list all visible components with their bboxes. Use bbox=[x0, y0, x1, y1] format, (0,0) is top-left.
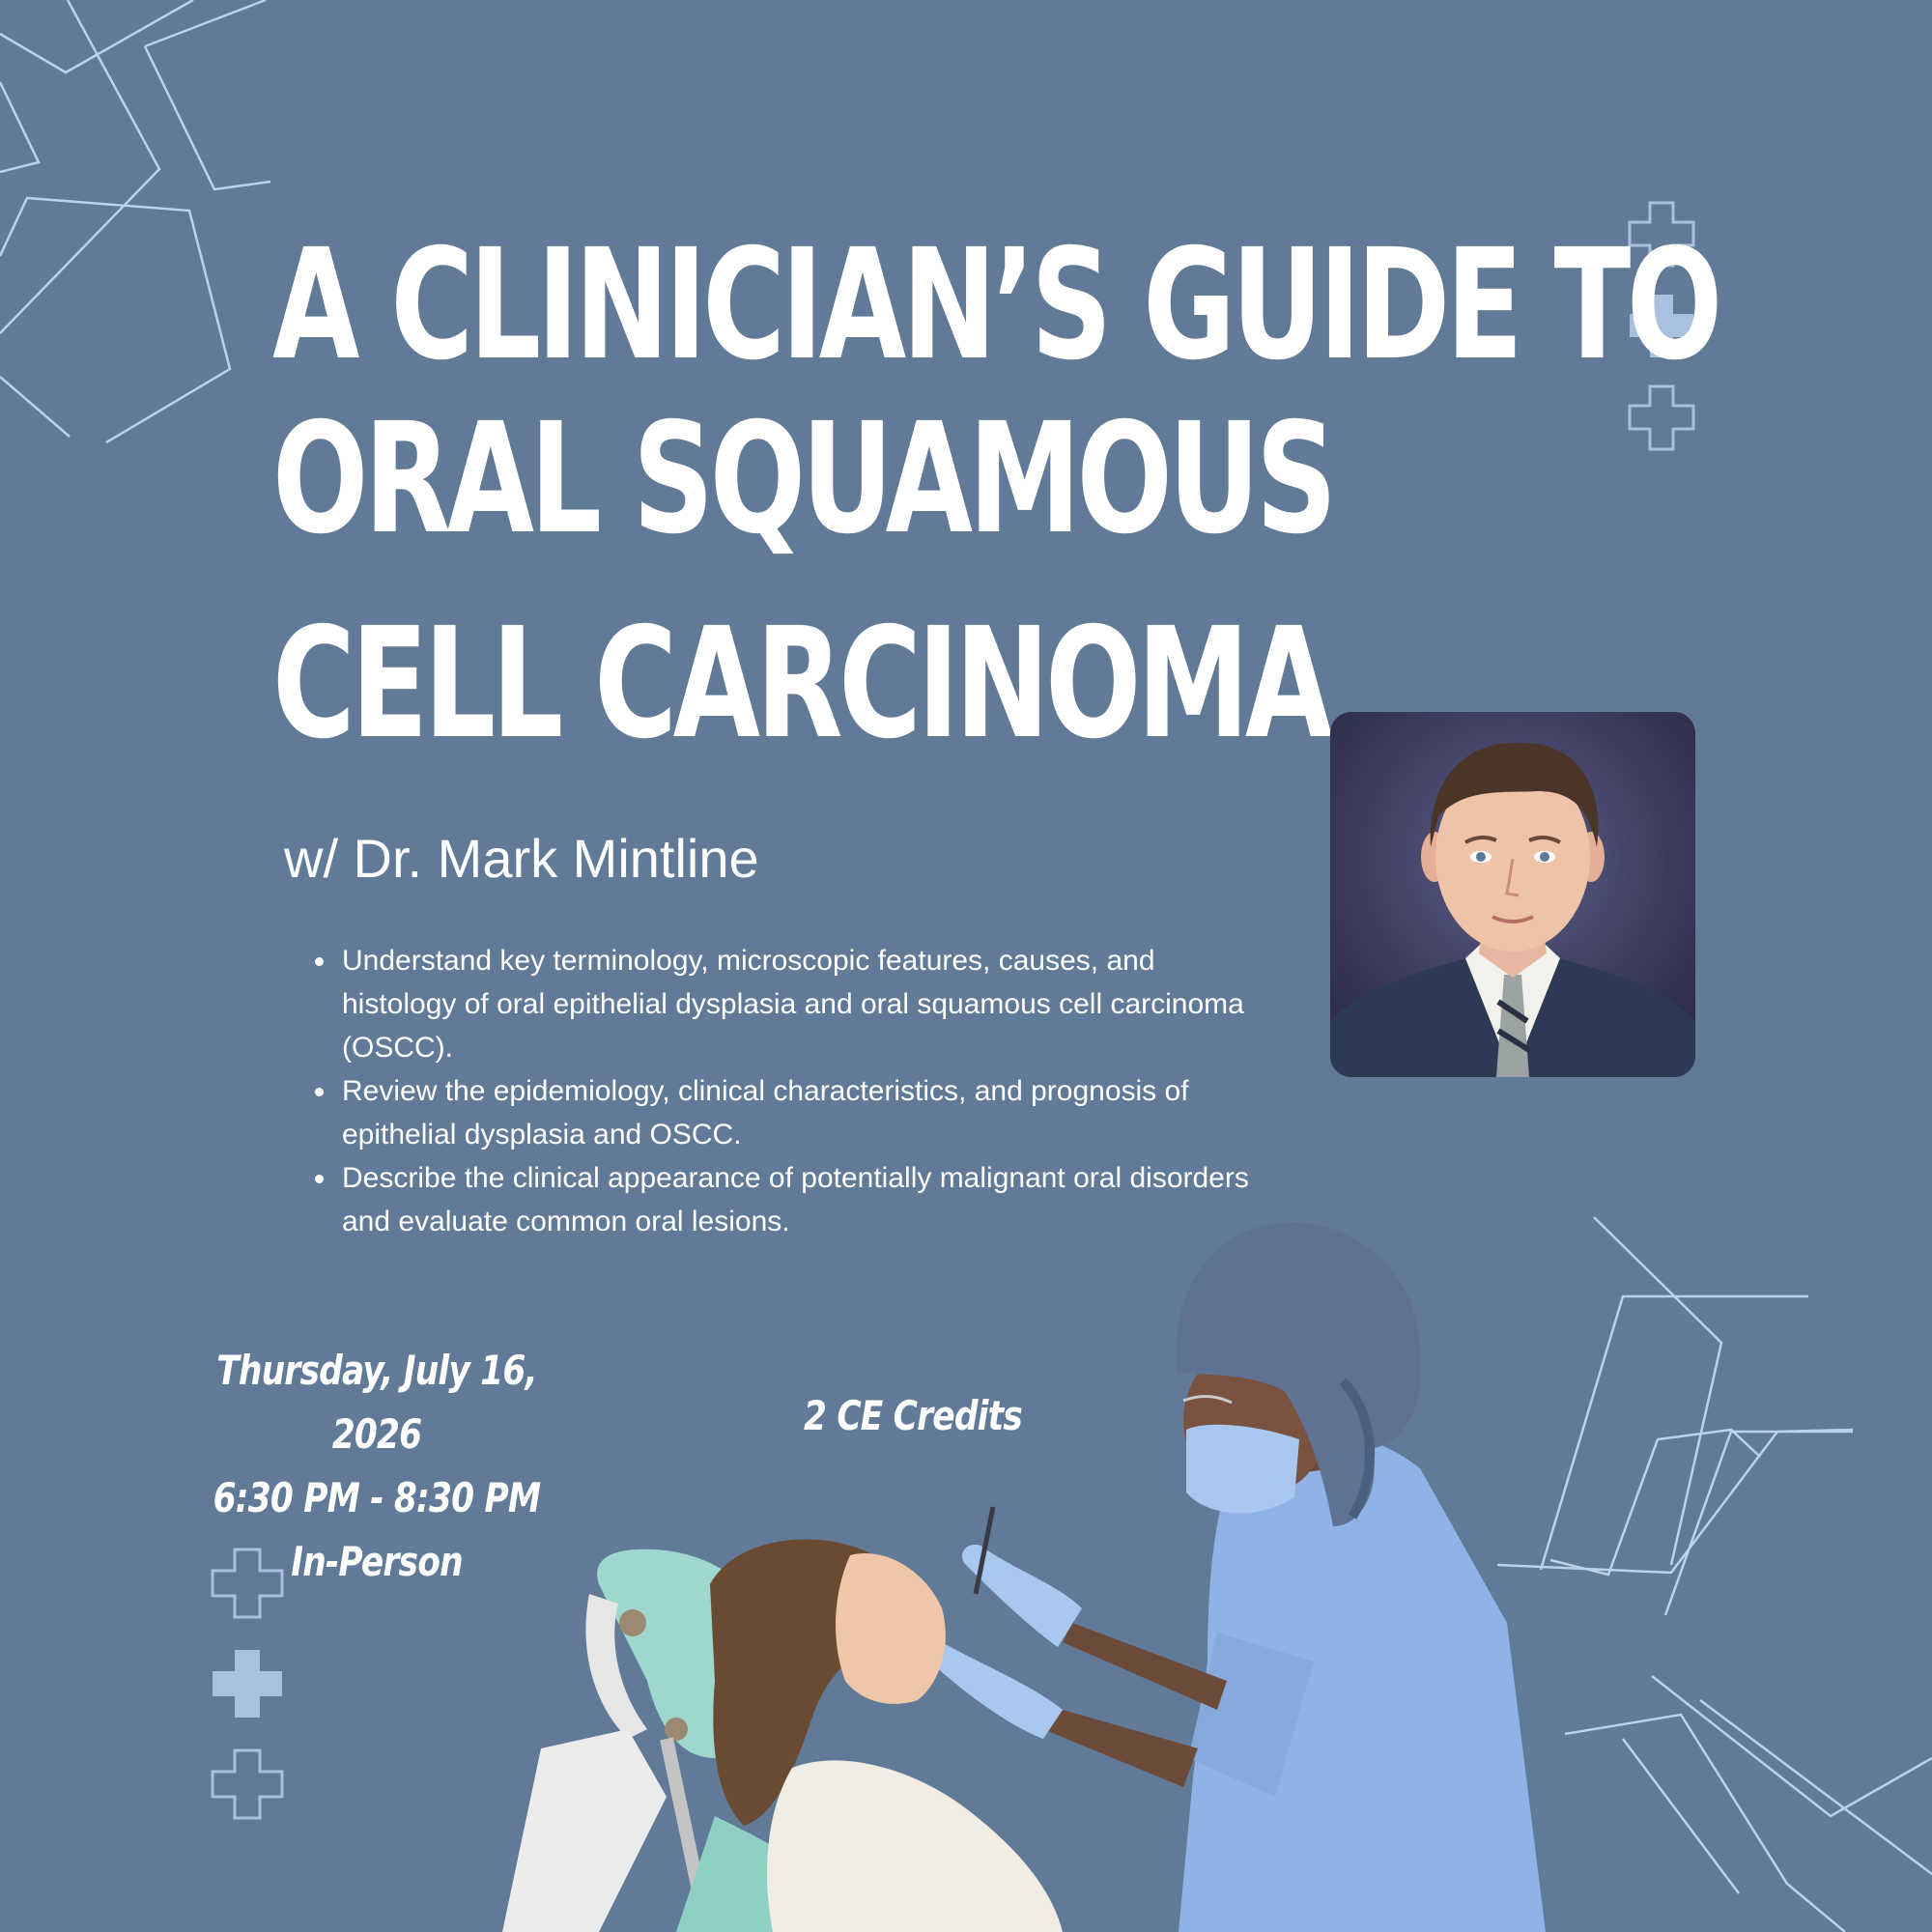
objective-item: • Understand key terminology, microscopic features, causes, and histology of oral epithelial dysplasia and oral squamous cell carcinoma (OSCC). bbox=[338, 939, 1265, 1069]
presenter-name: w/ Dr. Mark Mintline bbox=[284, 828, 759, 889]
objective-item: • Describe the clinical appearance of potentially malignant oral disorders and evaluate common oral lesions. bbox=[338, 1156, 1265, 1243]
plus-outline-icon bbox=[213, 1750, 282, 1818]
title-line-2: ORAL SQUAMOUS bbox=[272, 390, 1333, 568]
title-line-3: CELL CARCINOMA bbox=[272, 595, 1328, 773]
event-date: Thursday, July 16, 2026 bbox=[216, 1347, 537, 1458]
geometric-lines-top-left bbox=[0, 0, 290, 454]
objectives-list bbox=[307, 939, 1265, 1243]
objective-item: • Review the epidemiology, clinical characteristics, and prognosis of epithelial dysplasia and OSCC. bbox=[338, 1069, 1265, 1156]
presenter-portrait bbox=[1330, 712, 1695, 1077]
event-format: In-Person bbox=[291, 1538, 463, 1585]
plus-icon bbox=[213, 1650, 282, 1718]
title-line-1: A CLINICIAN’S GUIDE TO bbox=[272, 216, 1719, 394]
plus-outline-icon bbox=[1630, 386, 1693, 449]
ce-credits-label: 2 CE Credits bbox=[804, 1392, 1022, 1439]
dentist-patient-illustration bbox=[483, 1208, 1594, 1932]
event-time: 6:30 PM - 8:30 PM bbox=[213, 1474, 541, 1521]
